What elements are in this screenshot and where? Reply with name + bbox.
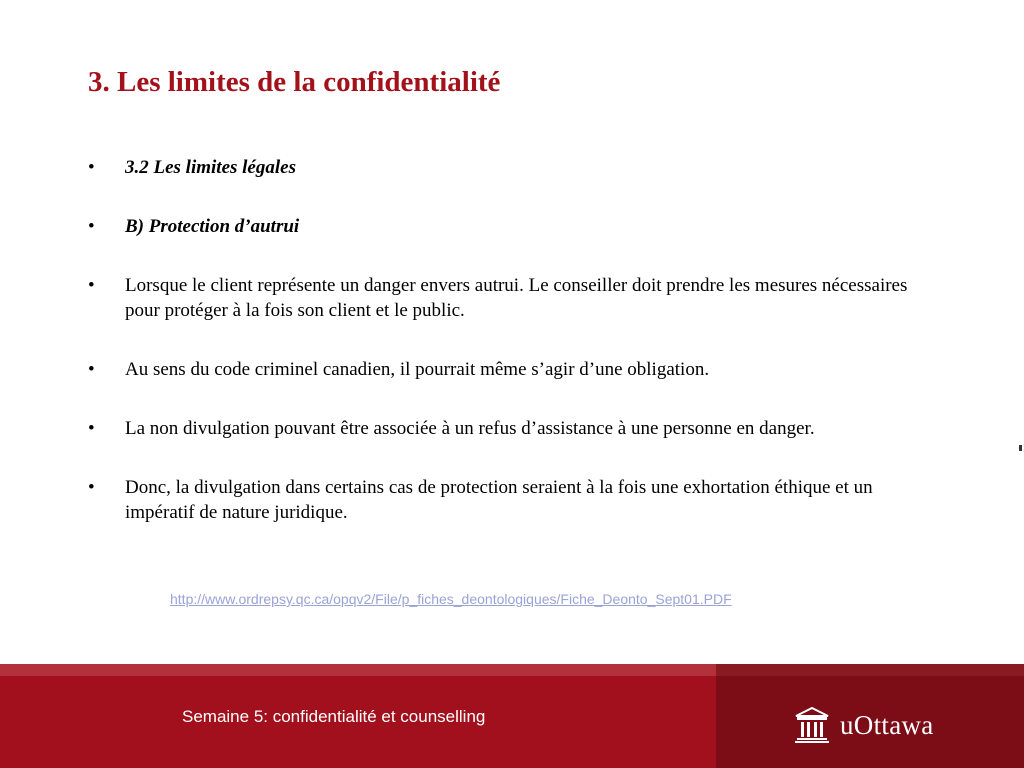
bullet-list [88,155,918,559]
footer-highlight-band [0,664,716,676]
footer-bar [0,664,1024,768]
bullet-item [88,475,918,525]
bullet-text: La non divulgation pouvant être associée à un refus d’assistance à une personne en danger. [125,418,815,439]
bullet-dot: • [88,477,95,498]
slide-title: 3. Les limites de la confidentialité [88,66,501,98]
bullet-item [88,155,918,180]
bullet-dot: • [88,157,95,178]
bullet-dot: • [88,359,95,380]
reference-link[interactable]: http://www.ordrepsy.qc.ca/opqv2/File/p_fiches_deontologiques/Fiche_Deonto_Sept01.PDF [170,591,732,607]
bullet-item [88,214,918,239]
footer-course-text: Semaine 5: confidentialité et counselling [182,707,486,726]
bullet-dot: • [88,275,95,296]
logo-wordmark: uOttawa [840,709,934,740]
edge-mark [1019,445,1022,451]
bullet-item [88,416,918,441]
uottawa-logo [794,706,934,744]
university-building-icon [794,706,830,744]
bullet-text: B) Protection d’autrui [125,216,300,237]
footer-logo-band [716,664,1024,676]
footer-logo-panel [716,664,1024,768]
bullet-item [88,273,918,323]
bullet-text: 3.2 Les limites légales [125,157,296,178]
bullet-dot: • [88,216,95,237]
bullet-text: Donc, la divulgation dans certains cas de protection seraient à la fois une exhortation éthique et un impératif de nature juridique. [125,477,873,523]
bullet-text: Lorsque le client représente un danger envers autrui. Le conseiller doit prendre les mesures nécessaires pour protéger à la fois son client et le public. [125,275,908,321]
bullet-dot: • [88,418,95,439]
bullet-item [88,357,918,382]
bullet-text: Au sens du code criminel canadien, il pourrait même s’agir d’une obligation. [125,359,710,380]
